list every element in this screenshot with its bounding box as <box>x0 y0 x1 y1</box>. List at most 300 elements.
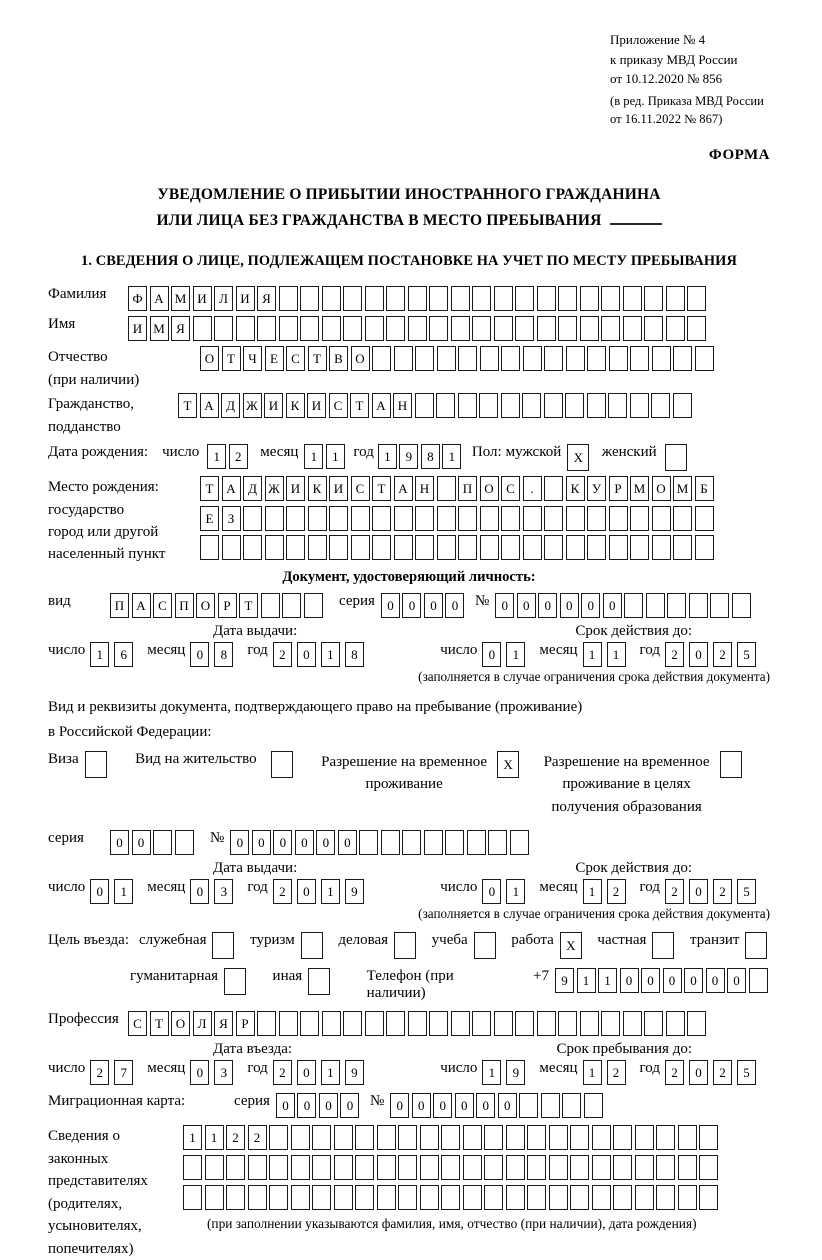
cell <box>377 1125 396 1150</box>
cell: 0 <box>689 1060 708 1085</box>
cell: X <box>567 444 589 471</box>
representatives-row3-cells <box>183 1185 721 1210</box>
cell <box>549 1125 568 1150</box>
cell <box>408 1011 427 1036</box>
cell <box>398 1185 417 1210</box>
cell: 0 <box>390 1093 409 1118</box>
cell: Р <box>609 476 628 501</box>
cell: А <box>372 393 391 418</box>
cell <box>271 751 293 778</box>
cell <box>749 968 768 993</box>
cell: 0 <box>445 593 464 618</box>
cell: О <box>351 346 370 371</box>
temp-permit-label-line1: Разрешение на временное <box>321 753 488 770</box>
cell: 0 <box>297 1093 316 1118</box>
cell: М <box>171 286 190 311</box>
doc-issue-month-label: месяц <box>147 642 186 659</box>
birth-date-row <box>48 444 770 471</box>
cell <box>286 506 305 531</box>
cell: С <box>286 346 305 371</box>
cell: П <box>458 476 477 501</box>
cell <box>291 1185 310 1210</box>
cell: Е <box>265 346 284 371</box>
cell: Н <box>415 476 434 501</box>
cell <box>613 1125 632 1150</box>
cell <box>537 286 556 311</box>
cell <box>415 535 434 560</box>
cell <box>304 593 323 618</box>
cell: 9 <box>506 1060 525 1085</box>
cell <box>623 1011 642 1036</box>
profession-cells <box>128 1011 709 1036</box>
doc-valid-year-cells <box>665 642 761 667</box>
birth-day-label: число <box>162 444 200 461</box>
patronymic-row <box>48 346 770 391</box>
cell <box>381 830 400 855</box>
patronymic-label-line1: Отчество <box>48 349 108 366</box>
cell <box>224 968 246 995</box>
cell <box>355 1155 374 1180</box>
cell: 3 <box>214 1060 233 1085</box>
cell <box>441 1185 460 1210</box>
cell <box>592 1125 611 1150</box>
cell: 2 <box>273 879 292 904</box>
cell: 0 <box>689 879 708 904</box>
cell: С <box>351 476 370 501</box>
cell: 0 <box>190 1060 209 1085</box>
cell <box>308 506 327 531</box>
cell: А <box>222 476 241 501</box>
stay-doc-valid-year-label: год <box>639 879 660 896</box>
cell: 2 <box>713 642 732 667</box>
cell: 1 <box>482 1060 501 1085</box>
sex-label: Пол: <box>471 444 502 461</box>
cell: 2 <box>607 879 626 904</box>
stay-doc-issue-month-label: месяц <box>147 879 186 896</box>
cell: 2 <box>713 1060 732 1085</box>
cell <box>710 593 729 618</box>
cell <box>334 1155 353 1180</box>
cell: 2 <box>273 642 292 667</box>
birth-year-cells <box>378 444 464 469</box>
cell: 1 <box>583 1060 602 1085</box>
cell <box>248 1185 267 1210</box>
cell: У <box>587 476 606 501</box>
cell: 6 <box>114 642 133 667</box>
representatives-row2-cells <box>183 1155 721 1180</box>
stay-doc-valid-month-cells <box>583 879 631 904</box>
cell <box>587 535 606 560</box>
birth-place-label-line4: населенный пункт <box>48 545 166 562</box>
purpose-study <box>432 932 499 959</box>
surname-label: Фамилия <box>48 286 107 303</box>
cell: К <box>286 393 305 418</box>
cell: Л <box>214 286 233 311</box>
cell <box>451 286 470 311</box>
cell: 9 <box>399 444 418 469</box>
cell: 0 <box>297 642 316 667</box>
stay-doc-issue-date <box>48 879 378 904</box>
given-name-label: Имя <box>48 316 76 333</box>
cell <box>570 1125 589 1150</box>
cell: 0 <box>620 968 639 993</box>
cell <box>480 346 499 371</box>
doc-kind-label: вид <box>48 593 71 610</box>
cell <box>355 1185 374 1210</box>
cell: 3 <box>214 879 233 904</box>
doc-valid-date <box>440 642 770 667</box>
cell <box>153 830 172 855</box>
cell <box>365 286 384 311</box>
cell <box>537 1011 556 1036</box>
purpose-tourism <box>250 932 325 959</box>
purpose-work-label: работа <box>511 932 554 949</box>
cell: 1 <box>205 1125 224 1150</box>
form-label: ФОРМА <box>708 147 770 164</box>
cell <box>300 316 319 341</box>
cell <box>308 535 327 560</box>
cell: 1 <box>577 968 596 993</box>
entry-month-cells <box>190 1060 238 1085</box>
cell <box>566 346 585 371</box>
purpose-humanitarian-checkbox <box>224 968 249 995</box>
cell: В <box>329 346 348 371</box>
stay-doc-valid-year-cells <box>665 879 761 904</box>
stay-doc-intro-line1: Вид и реквизиты документа, подтверждающего право на пребывание (проживание) <box>48 699 583 716</box>
doc-issue-day-cells <box>90 642 138 667</box>
cell <box>222 535 241 560</box>
stay-doc-valid-heading: Срок действия до: <box>575 860 692 877</box>
cell <box>334 1185 353 1210</box>
cell <box>667 593 686 618</box>
entry-date-headings <box>48 1041 770 1058</box>
cell <box>212 932 234 959</box>
birth-year-label: год <box>353 444 374 461</box>
cell <box>544 506 563 531</box>
cell <box>420 1125 439 1150</box>
cell: Д <box>221 393 240 418</box>
cell: Ж <box>243 393 262 418</box>
cell <box>523 506 542 531</box>
cell <box>437 535 456 560</box>
cell <box>515 1011 534 1036</box>
appendix-line-2: к приказу МВД России <box>610 51 738 67</box>
cell <box>214 316 233 341</box>
stay-doc-issue-heading: Дата выдачи: <box>213 860 298 877</box>
cell: 0 <box>230 830 249 855</box>
cell <box>441 1125 460 1150</box>
cell <box>609 346 628 371</box>
cell: 2 <box>248 1125 267 1150</box>
cell <box>695 346 714 371</box>
representatives-label-line6: попечителях) <box>48 1240 134 1257</box>
temp-permit-checkbox <box>497 751 522 778</box>
cell: 0 <box>727 968 746 993</box>
given-name-cells <box>128 316 709 341</box>
sex-female-label: женский <box>601 444 657 461</box>
cell <box>445 830 464 855</box>
cell: Я <box>214 1011 233 1036</box>
cell: 0 <box>190 642 209 667</box>
cell: 8 <box>421 444 440 469</box>
cell <box>480 506 499 531</box>
citizenship-cells <box>178 393 694 418</box>
cell <box>420 1155 439 1180</box>
stay-year-label: год <box>639 1060 660 1077</box>
entry-day-label: число <box>48 1060 86 1077</box>
cell <box>566 506 585 531</box>
cell <box>570 1185 589 1210</box>
cell <box>651 393 670 418</box>
cell <box>665 444 687 471</box>
stay-doc-valid-date <box>440 879 770 904</box>
cell <box>377 1155 396 1180</box>
cell <box>635 1125 654 1150</box>
cell <box>474 932 496 959</box>
cell <box>265 535 284 560</box>
cell <box>630 393 649 418</box>
cell: 0 <box>338 830 357 855</box>
stay-until-heading: Срок пребывания до: <box>556 1041 692 1058</box>
cell: 0 <box>381 593 400 618</box>
purpose-humanitarian-label: гуманитарная <box>130 968 219 985</box>
cell <box>494 316 513 341</box>
cell: Л <box>193 1011 212 1036</box>
cell <box>630 535 649 560</box>
cell: 1 <box>321 1060 340 1085</box>
cell: Т <box>350 393 369 418</box>
doc-valid-month-cells <box>583 642 631 667</box>
stay-year-cells <box>665 1060 761 1085</box>
cell <box>666 1011 685 1036</box>
cell: Т <box>178 393 197 418</box>
cell: 1 <box>321 642 340 667</box>
edu-permit-label-line1: Разрешение на временное <box>543 753 710 770</box>
cell: Я <box>257 286 276 311</box>
cell: 9 <box>345 879 364 904</box>
birth-place-label-line1: Место рождения: <box>48 479 159 496</box>
cell <box>394 346 413 371</box>
cell <box>183 1155 202 1180</box>
doc-issue-year-label: год <box>247 642 268 659</box>
edu-permit-option <box>544 751 744 819</box>
birth-place-label-line3: город или другой <box>48 523 159 540</box>
cell <box>646 593 665 618</box>
citizenship-row <box>48 393 770 438</box>
purpose-humanitarian <box>130 968 249 995</box>
cell <box>484 1185 503 1210</box>
cell <box>394 535 413 560</box>
representatives-block <box>48 1125 770 1260</box>
cell <box>458 535 477 560</box>
cell <box>678 1125 697 1150</box>
cell <box>501 393 520 418</box>
cell <box>343 286 362 311</box>
cell: 0 <box>482 879 501 904</box>
temp-permit-label <box>321 751 487 796</box>
birth-place-labels <box>48 476 200 565</box>
appendix-line-1: Приложение № 4 <box>610 32 706 47</box>
visa-checkbox <box>85 751 110 778</box>
cell <box>566 535 585 560</box>
cell <box>458 393 477 418</box>
cell <box>558 286 577 311</box>
cell <box>175 830 194 855</box>
patronymic-label-line2: (при наличии) <box>48 371 140 388</box>
doc-issue-month-cells <box>190 642 238 667</box>
cell <box>695 535 714 560</box>
cell: 1 <box>207 444 226 469</box>
cell: 0 <box>90 879 109 904</box>
cell <box>308 968 330 995</box>
cell <box>279 316 298 341</box>
cell: М <box>630 476 649 501</box>
appendix-block <box>610 30 822 129</box>
cell <box>343 1011 362 1036</box>
citizenship-label <box>48 393 178 438</box>
cell <box>549 1155 568 1180</box>
cell <box>501 535 520 560</box>
cell <box>652 932 674 959</box>
cell: X <box>497 751 519 778</box>
cell <box>424 830 443 855</box>
purpose-row-1 <box>48 932 770 959</box>
cell: И <box>264 393 283 418</box>
cell: 1 <box>583 879 602 904</box>
representatives-label-line1: Сведения о <box>48 1128 120 1145</box>
birth-place-row2-cells <box>200 506 716 531</box>
temp-permit-label-line2: проживание <box>365 776 443 793</box>
cell <box>580 316 599 341</box>
cell <box>312 1125 331 1150</box>
stay-doc-date-headings <box>48 860 770 877</box>
cell: 1 <box>304 444 323 469</box>
cell <box>644 1011 663 1036</box>
purpose-private <box>597 932 677 959</box>
cell <box>243 506 262 531</box>
cell <box>515 316 534 341</box>
cell <box>652 535 671 560</box>
visa-label: Виза <box>48 750 79 767</box>
cell: Я <box>171 316 190 341</box>
cell <box>408 286 427 311</box>
cell <box>515 286 534 311</box>
cell <box>394 932 416 959</box>
entry-date-heading: Дата въезда: <box>213 1041 293 1058</box>
cell <box>343 316 362 341</box>
cell <box>523 535 542 560</box>
cell: Т <box>239 593 258 618</box>
cell: 0 <box>603 593 622 618</box>
cell: 2 <box>665 879 684 904</box>
cell: 2 <box>607 1060 626 1085</box>
cell <box>291 1155 310 1180</box>
cell <box>544 393 563 418</box>
stay-doc-issue-month-cells <box>190 879 238 904</box>
stay-doc-number-cells <box>230 830 531 855</box>
purpose-other-checkbox <box>308 968 333 995</box>
purpose-row-2 <box>130 968 770 1002</box>
cell: 5 <box>737 1060 756 1085</box>
cell <box>484 1125 503 1150</box>
migration-card-series-cells <box>276 1093 362 1118</box>
cell <box>300 286 319 311</box>
cell: О <box>196 593 215 618</box>
doc-valid-note: (заполняется в случае ограничения срока действия документа) <box>418 669 770 685</box>
cell <box>351 535 370 560</box>
patronymic-label <box>48 346 200 391</box>
cell: 1 <box>506 879 525 904</box>
cell <box>279 1011 298 1036</box>
cell: 2 <box>665 1060 684 1085</box>
purpose-business-checkbox <box>394 932 419 959</box>
cell: 1 <box>90 642 109 667</box>
edu-permit-checkbox <box>720 751 745 778</box>
cell <box>635 1185 654 1210</box>
cell <box>720 751 742 778</box>
cell <box>429 286 448 311</box>
purpose-official-label: служебная <box>138 932 207 949</box>
cell <box>484 1155 503 1180</box>
cell <box>269 1185 288 1210</box>
representatives-label-line2: законных <box>48 1150 109 1167</box>
cell <box>695 506 714 531</box>
cell: . <box>523 476 542 501</box>
cell: 2 <box>229 444 248 469</box>
cell: 2 <box>713 879 732 904</box>
doc-series-cells <box>381 593 467 618</box>
doc-issue-year-cells <box>273 642 369 667</box>
entry-year-cells <box>273 1060 369 1085</box>
cell: 0 <box>641 968 660 993</box>
cell: 5 <box>737 879 756 904</box>
cell: М <box>673 476 692 501</box>
purpose-study-checkbox <box>474 932 499 959</box>
cell <box>623 286 642 311</box>
birth-month-label: месяц <box>260 444 299 461</box>
cell <box>687 286 706 311</box>
cell <box>301 932 323 959</box>
doc-issue-day-label: число <box>48 642 86 659</box>
cell: С <box>329 393 348 418</box>
cell: 0 <box>340 1093 359 1118</box>
cell <box>386 316 405 341</box>
cell: 0 <box>663 968 682 993</box>
cell <box>322 316 341 341</box>
stay-doc-issue-day-label: число <box>48 879 86 896</box>
stay-doc-issue-year-cells <box>273 879 369 904</box>
cell <box>205 1185 224 1210</box>
cell <box>624 593 643 618</box>
birth-place-label-line2: государство <box>48 501 125 518</box>
migration-card-number-cells <box>390 1093 605 1118</box>
cell <box>386 1011 405 1036</box>
purpose-work-checkbox <box>560 932 585 959</box>
form-title <box>48 182 770 233</box>
cell <box>291 1125 310 1150</box>
cell: Т <box>222 346 241 371</box>
cell: 0 <box>538 593 557 618</box>
stay-doc-intro <box>48 695 770 745</box>
cell <box>656 1125 675 1150</box>
cell: Р <box>218 593 237 618</box>
cell: 1 <box>506 642 525 667</box>
doc-kind-cells <box>110 593 325 618</box>
identity-doc-row <box>48 593 770 618</box>
migration-card-number-label: № <box>369 1093 385 1110</box>
surname-cells <box>128 286 709 311</box>
cell <box>488 830 507 855</box>
